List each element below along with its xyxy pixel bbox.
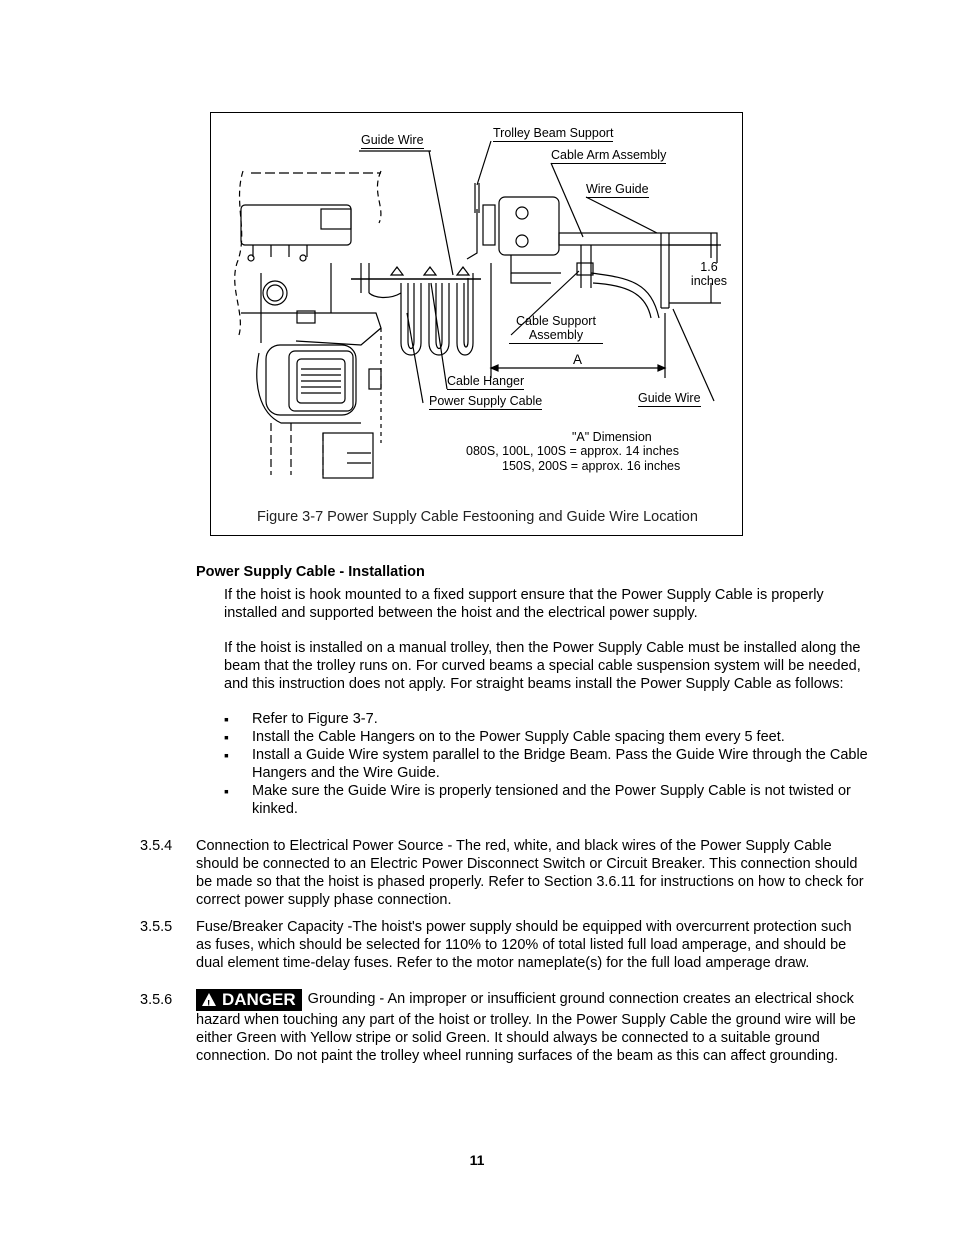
label-dimension-unit: inches — [690, 274, 728, 288]
figure-caption: Figure 3-7 Power Supply Cable Festooning and Guide Wire Location — [257, 509, 698, 525]
item-number-3-5-4: 3.5.4 — [140, 838, 173, 854]
paragraph-1: If the hoist is hook mounted to a fixed support ensure that the Power Supply Cable is properly installed and supported between the hoist and the electrical power supply. — [224, 587, 824, 621]
label-guide-wire-top: Guide Wire — [361, 133, 424, 147]
list-item: ▪ Refer to Figure 3-7. — [224, 710, 874, 728]
item-number-3-5-6: 3.5.6 — [140, 992, 173, 1008]
label-dimension-value: 1.6 — [700, 260, 718, 274]
a-dimension-line1: 080S, 100L, 100S = approx. 14 inches — [466, 444, 680, 458]
warning-triangle-icon — [202, 993, 216, 1006]
bullet-list — [224, 710, 874, 818]
list-item: ▪ Install a Guide Wire system parallel to the Bridge Beam. Pass the Guide Wire through the Cable Hangers and the Wire Guide. — [224, 746, 874, 782]
list-item: ▪ Install the Cable Hangers on to the Power Supply Cable spacing them every 5 feet. — [224, 728, 874, 746]
item-text-3-5-5: Fuse/Breaker Capacity -The hoist's power supply should be equipped with overcurrent protection such as fuses, which should be selected for 110% to 120% of total listed full load amperage, and should be dual element time-delay fuses. Refer to the motor nameplate(s) for the full load amperage draw. — [196, 919, 852, 971]
figure-3-7 — [210, 112, 743, 536]
paragraph-2: If the hoist is installed on a manual trolley, then the Power Supply Cable must be installed along the beam that the trolley runs on. For curved beams a special cable suspension system will be needed, and this instruction does not apply. For straight beams install the Power Supply Cable as follows: — [224, 640, 861, 692]
label-power-supply-cable: Power Supply Cable — [429, 394, 543, 408]
danger-badge — [196, 989, 302, 1011]
list-item: ▪ Make sure the Guide Wire is properly tensioned and the Power Supply Cable is not twisted or kinked. — [224, 782, 874, 818]
section-heading: Power Supply Cable - Installation — [196, 564, 425, 580]
page-number: 11 — [469, 1152, 485, 1168]
item-text-3-5-6 — [196, 989, 868, 1065]
a-dimension-title: "A" Dimension — [572, 430, 652, 444]
item-text-3-5-4: Connection to Electrical Power Source - The red, white, and black wires of the Power Supply Cable should be connected to an Electric Power Disconnect Switch or Circuit Breaker. This connection should be made so that the hoist is phased properly. Refer to Section 3.6.11 for instructions on how to check for correct power supply phase connection. — [196, 838, 864, 908]
a-dimension-line2: 150S, 200S = approx. 16 inches — [502, 459, 681, 473]
label-dimension-a: A — [573, 352, 583, 367]
label-cable-support-1: Cable Support — [516, 314, 596, 328]
label-wire-guide: Wire Guide — [586, 182, 649, 196]
danger-label: DANGER — [222, 990, 296, 1009]
label-guide-wire-bottom: Guide Wire — [638, 391, 701, 405]
label-cable-support-2: Assembly — [509, 328, 603, 344]
grounding-text: Grounding - An improper or insufficient ground connection creates an electrical shock hazard when touching any part of the hoist or trolley. In the Power Supply Cable the ground wire will be either Green with Yellow stripe or solid Green. It should always be connected to a suitable ground connection. Do not paint the trolley wheel running surfaces of the beam as this can affect grounding. — [196, 991, 856, 1064]
label-trolley-beam-support: Trolley Beam Support — [493, 126, 614, 140]
item-number-3-5-5: 3.5.5 — [140, 919, 173, 935]
label-cable-arm-assembly: Cable Arm Assembly — [551, 148, 667, 162]
label-cable-hanger: Cable Hanger — [447, 374, 525, 388]
